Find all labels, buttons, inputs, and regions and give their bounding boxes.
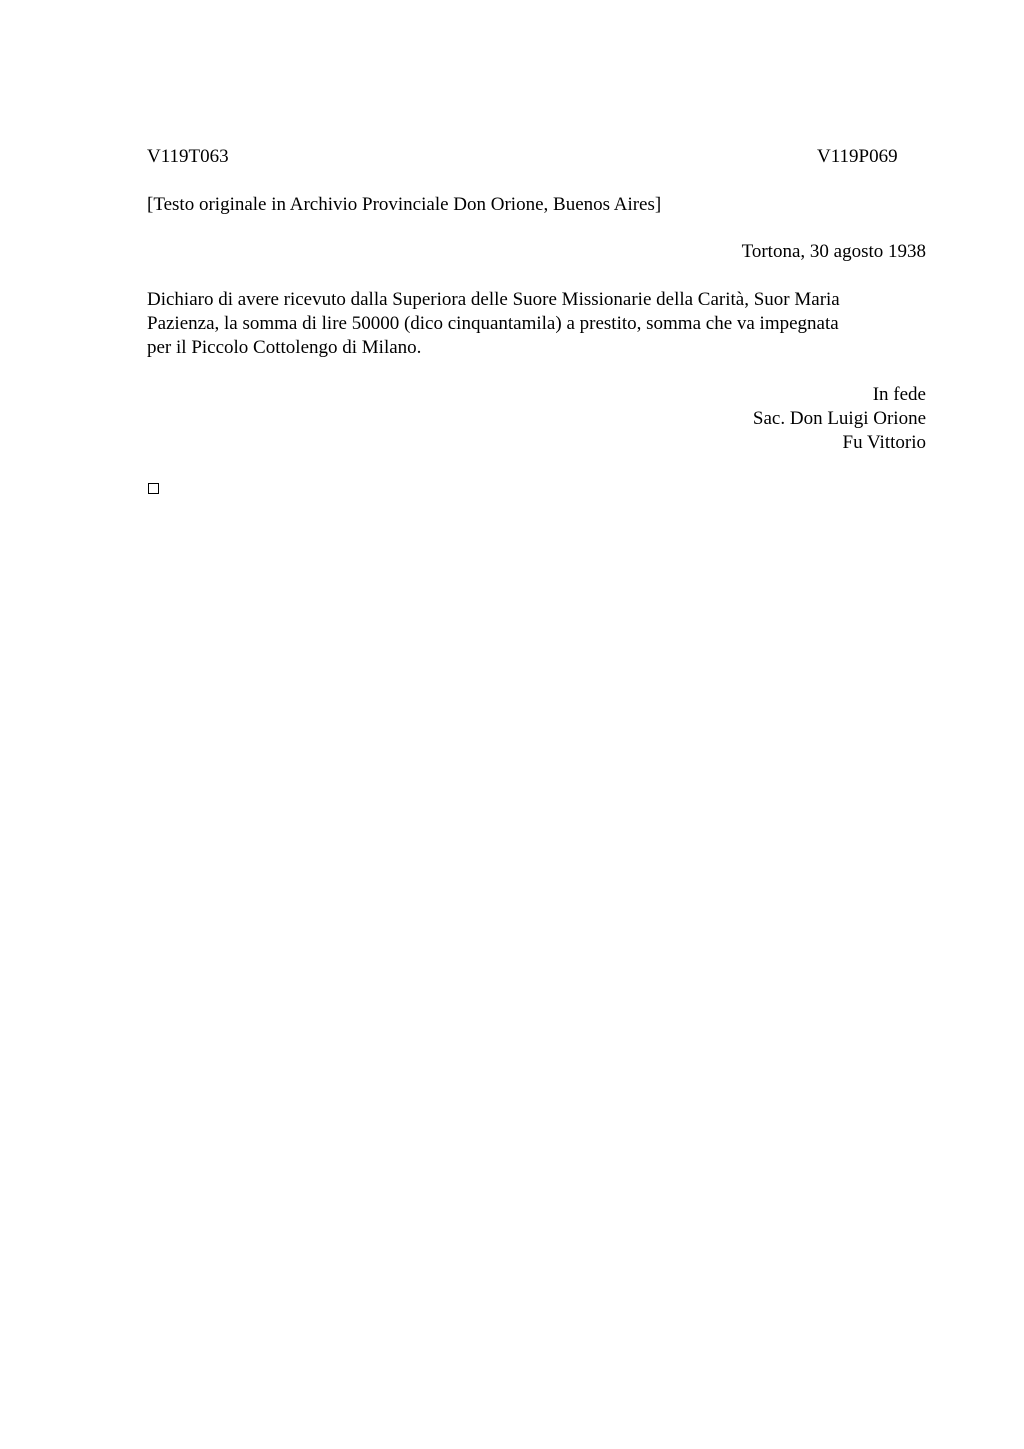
signature-line: In fede bbox=[872, 384, 926, 405]
place-date: Tortona, 30 agosto 1938 bbox=[741, 241, 926, 262]
document-code-right: V119P069 bbox=[817, 146, 898, 167]
signature-line: Fu Vittorio bbox=[842, 432, 926, 453]
letter-body-line: per il Piccolo Cottolengo di Milano. bbox=[147, 337, 422, 358]
empty-square-icon bbox=[148, 483, 159, 494]
document-code-left: V119T063 bbox=[147, 146, 229, 167]
signature-block bbox=[753, 383, 926, 455]
letter-body bbox=[147, 288, 907, 360]
source-note: [Testo originale in Archivio Provinciale Don Orione, Buenos Aires] bbox=[147, 194, 662, 215]
letter-body-line: Dichiaro di avere ricevuto dalla Superiora delle Suore Missionarie della Carità, Suor Maria bbox=[147, 289, 840, 310]
signature-line: Sac. Don Luigi Orione bbox=[752, 408, 926, 429]
letter-body-line: Pazienza, la somma di lire 50000 (dico cinquantamila) a prestito, somma che va impegnata bbox=[147, 313, 839, 334]
